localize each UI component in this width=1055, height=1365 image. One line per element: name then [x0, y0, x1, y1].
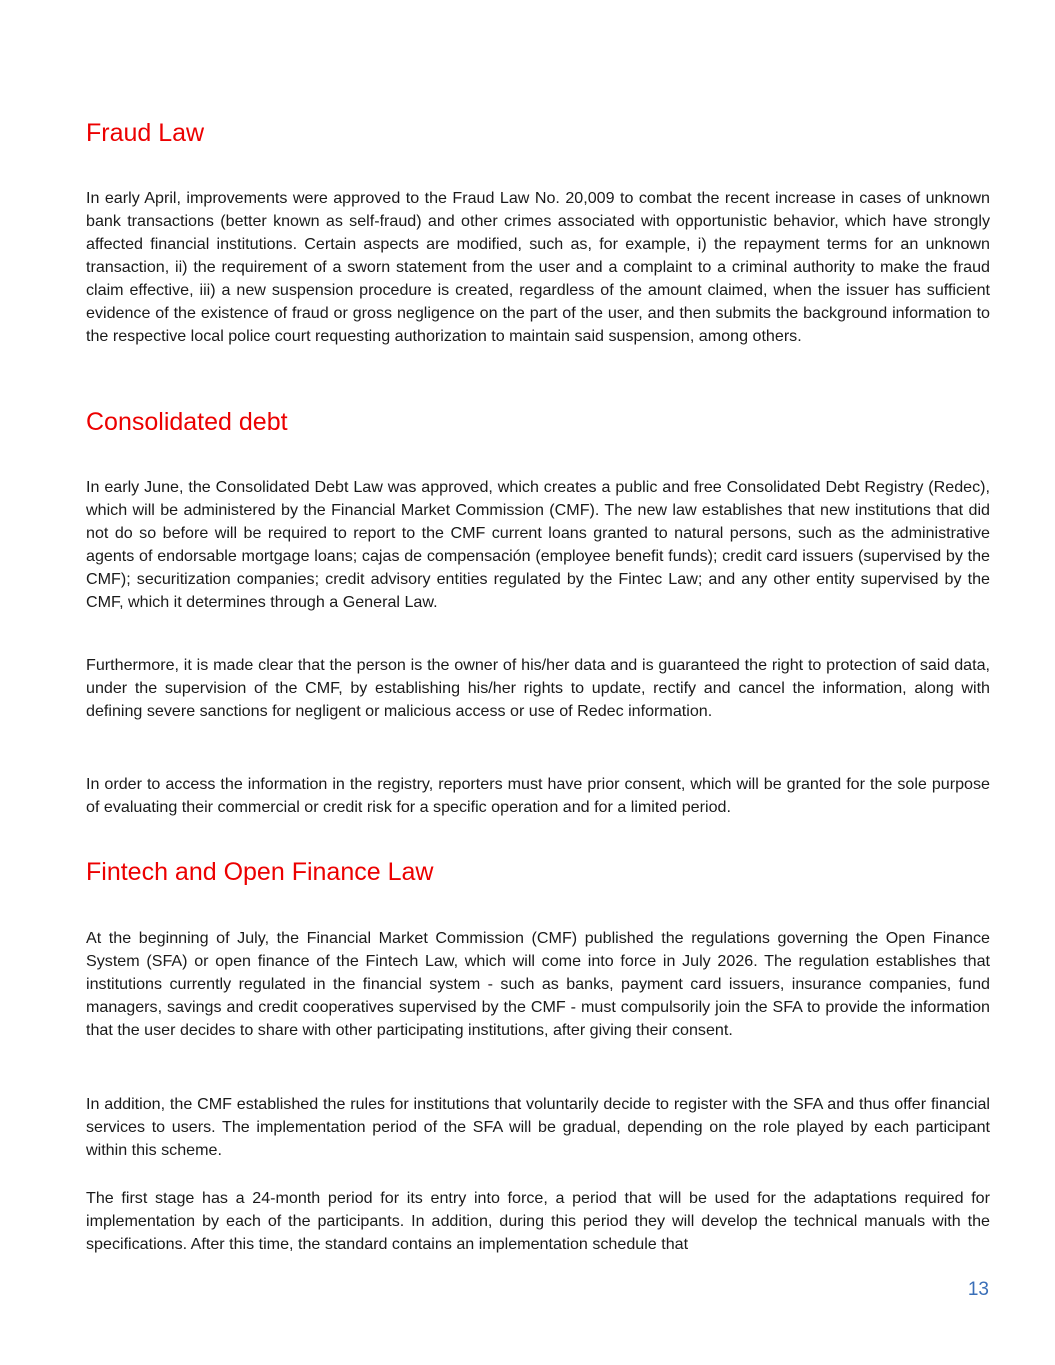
page-number: 13: [967, 1279, 989, 1300]
section-title-fintech-open-finance: Fintech and Open Finance Law: [86, 858, 434, 886]
fintech-paragraph-1: At the beginning of July, the Financial Market Commission (CMF) published the regulations governing the Open Finance System (SFA) or open finance of the Fintech Law, which will come into force in July 2026. The regulation establishes that institutions currently regulated in the financial system - such as banks, payment card issuers, insurance companies, fund managers, savings and credit cooperatives supervised by the CMF - must compulsorily join the SFA to provide the information that the user decides to share with other participating institutions, after giving their consent.: [86, 929, 990, 1039]
fraud-law-paragraph-1: In early April, improvements were approved to the Fraud Law No. 20,009 to combat the recent increase in cases of unknown bank transactions (better known as self-fraud) and other crimes associated with opportunistic behavior, which have strongly affected financial institutions. Certain aspects are modified, such as, for example, i) the repayment terms for an unknown transaction, ii) the requirement of a sworn statement from the user and a complaint to a criminal authority to make the fraud claim effective, iii) a new suspension procedure is created, regardless of the amount claimed, when the issuer has sufficient evidence of the existence of fraud or gross negligence on the part of the user, and then submits the background information to the respective local police court requesting authorization to maintain said suspension, among others.: [86, 189, 990, 345]
section-title-fraud-law: Fraud Law: [86, 119, 205, 147]
consolidated-debt-paragraph-1: In early June, the Consolidated Debt Law was approved, which creates a public and free Consolidated Debt Registry (Redec), which will be administered by the Financial Market Commission (CMF). The new law establishes that new institutions that did not do so before will be required to report to the CMF current loans granted to natural persons, such as the administrative agents of endorsable mortgage loans; cajas de compensación (employee benefit funds); credit card issuers (supervised by the CMF); securitization companies; credit advisory entities regulated by the Fintec Law; and any other entity supervised by the CMF, which it determines through a General Law.: [86, 478, 990, 611]
consolidated-debt-paragraph-3: In order to access the information in the registry, reporters must have prior consent, which will be granted for the sole purpose of evaluating their commercial or credit risk for a specific operation and for a limited period.: [86, 775, 990, 816]
fintech-paragraph-2: In addition, the CMF established the rules for institutions that voluntarily decide to register with the SFA and thus offer financial services to users. The implementation period of the SFA will be gradual, depending on the role played by each participant within this scheme.: [86, 1095, 990, 1159]
section-title-consolidated-debt: Consolidated debt: [86, 408, 288, 436]
consolidated-debt-paragraph-2: Furthermore, it is made clear that the person is the owner of his/her data and is guaranteed the right to protection of said data, under the supervision of the CMF, by establishing his/her rights to update, rectify and cancel the information, along with defining severe sanctions for negligent or malicious access or use of Redec information.: [86, 656, 990, 720]
fintech-paragraph-3: The first stage has a 24-month period for its entry into force, a period that will be used for the adaptations required for implementation by each of the participants. In addition, during this period they will develop the technical manuals with the specifications. After this time, the standard contains an implementation schedule that: [86, 1189, 990, 1253]
